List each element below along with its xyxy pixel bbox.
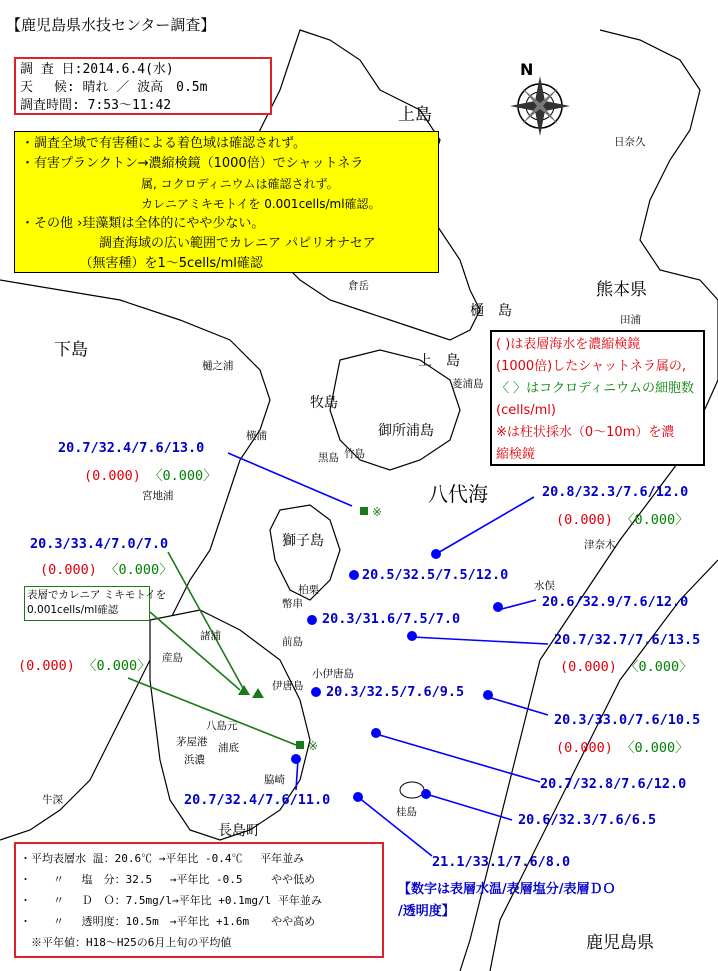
place-makishima: 牧島 [310,395,338,411]
station-counts-4 [556,508,689,528]
place-iburi: 伊唐島 [272,680,304,692]
chattonella-count: (0.000) [40,562,97,578]
survey-weather: 天 候: 晴れ ／ 波高 0.5m [20,80,208,95]
chattonella-count: (0.000) [18,658,75,674]
place-uejima: 上 島 [418,353,460,369]
station-label-4: 20.8/32.3/7.6/12.0 [542,484,689,500]
summary-box [14,131,439,273]
station-label-2: 20.3/33.4/7.0/7.0 [30,536,169,552]
place-koiura: 小伊唐島 [312,668,354,680]
station-label-13: 20.6/32.3/7.6/6.5 [518,812,657,828]
station-label-14: 21.1/33.1/7.6/8.0 [432,854,571,870]
page-title: 【鹿児島県水技センター調査】 [6,16,216,34]
coastline-katsurashima [400,782,424,798]
place-minamata: 水俣 [534,580,555,592]
station-label-5: 20.5/32.5/7.5/12.0 [362,567,509,583]
compass-north-label: N [520,60,534,79]
summary-line: ・その他 ›珪藻類は全体的にやや少ない。 [21,216,265,231]
station-dot [353,792,363,802]
place-hi: 樋 島 [470,303,512,319]
station-label-1: 20.7/32.4/7.6/13.0 [58,440,205,456]
legend-line: ※は柱状採水（0～10m）を濃 [496,425,675,440]
station-label-9: 20.3/32.5/7.6/9.5 [326,684,465,700]
survey-date: 調 査 日:2014.6.4(水) [20,62,174,77]
station-dot [421,789,431,799]
chattonella-count: (0.000) [560,659,617,675]
legend-line: (1000倍)したシャットネラ属の, [496,359,686,374]
cochlodinium-count: 〈0.000〉 [621,740,689,756]
station-label-12: 20.7/32.4/7.6/11.0 [184,792,331,808]
column-sample-marker-icon [296,741,304,749]
station-dot [483,690,493,700]
place-kumamoto: 熊本県 [596,280,647,300]
place-shimoshima: 下島 [54,340,88,360]
average-row: ・ 〃 透明度：10.5m →平年比 +1.6m やや高め [20,915,316,928]
station-counts-3 [18,654,151,674]
karenia-note-box [24,586,167,621]
place-hatsujima: 八島元 [206,720,238,732]
average-row: ・ 〃 Ｄ Ｏ：7.5mg/l→平年比 +0.1mg/l 平年並み [20,894,322,907]
summary-line: カレニアミキモトイを 0.001cells/ml確認。 [21,197,381,211]
values-note-line1: 【数字は表層水温/表層塩分/表層ＤＯ [398,882,616,897]
place-kayaminato: 茅屋港 [176,736,208,748]
station-counts-1 [84,464,217,484]
place-yokoura: 横浦 [246,430,267,442]
cochlodinium-count: 〈0.000〉 [83,658,151,674]
cochlodinium-count: 〈0.000〉 [621,512,689,528]
values-note-line2: /透明度】 [398,904,455,919]
summary-line: （無害種）を1～5cells/ml確認 [21,256,263,271]
svg-text:※: ※ [308,739,319,753]
place-urasoko: 浦底 [218,742,239,754]
place-wakitomari: 脇崎 [264,774,285,786]
legend-line: (cells/ml) [496,403,556,418]
place-sanjima: 産島 [162,652,183,664]
cochlodinium-count: 〈0.000〉 [625,659,693,675]
station-counts-8 [560,655,693,675]
legend-box [490,330,705,466]
summary-line: ・有害プランクトン→濃縮検鏡（1000倍）でシャットネラ [21,156,364,171]
place-miyajiura: 宮地浦 [142,490,174,502]
place-kaya: 柏栗 [298,584,319,596]
place-hamakoshi: 浜濃 [184,754,205,766]
column-sample-marker-icon [360,507,368,515]
summary-line: 調査海域の広い範囲でカレニア パピリオナセア [21,236,376,251]
place-tsunagi: 津奈木 [584,539,616,551]
place-kamishima: 上島 [398,105,432,125]
place-goshoura: 御所浦島 [378,423,434,439]
compass-rose-icon [510,76,570,136]
chattonella-count: (0.000) [84,468,141,484]
place-hikidomari: 幣串 [282,598,303,610]
chattonella-count: (0.000) [556,512,613,528]
summary-line: ・調査全域で有害種による着色域は確認されず。 [21,136,306,151]
place-kura: 倉岳 [348,280,369,292]
place-katsurashima: 桂島 [396,806,417,818]
station-label-7: 20.3/31.6/7.5/7.0 [322,611,461,627]
place-shoura: 諸浦 [200,630,221,642]
summary-line: 属, コクロディニウムは確認されず。 [21,177,339,191]
karenia-note-line: 0.001cells/ml確認 [27,604,119,616]
coastline-kumamoto [460,30,718,971]
legend-line: 〈 〉はコクロディニウムの細胞数 [496,381,694,396]
svg-text:※: ※ [372,505,383,519]
station-dot [493,602,503,612]
survey-time: 調査時間: 7:53～11:42 [20,98,172,113]
station-counts-10 [556,736,689,756]
station-label-8: 20.7/32.7/7.6/13.5 [554,632,701,648]
station-label-6: 20.6/32.9/7.6/12.0 [542,594,689,610]
place-nagashima: 長島町 [218,823,260,839]
station-dot [291,754,301,764]
legend-line: ( )は表層海水を濃縮検鏡 [496,337,641,352]
chattonella-count: (0.000) [556,740,613,756]
station-dot [407,631,417,641]
place-kuroshima: 黒島 [318,452,339,464]
station-label-11: 20.7/32.8/7.6/12.0 [540,776,687,792]
average-row: ・ 〃 塩 分：32.5 →平年比 -0.5 やや低め [20,873,316,886]
place-takeshima: 竹島 [344,448,365,460]
cochlodinium-count: 〈0.000〉 [105,562,173,578]
karenia-note-line: 表層でカレニア ミキモトイを [27,589,167,601]
station-dot [307,615,317,625]
place-hinagu: 日奈久 [614,136,646,148]
cochlodinium-count: 〈0.000〉 [149,468,217,484]
place-hishiura: 菱浦島 [452,378,484,390]
place-tokino: 樋之浦 [202,360,234,372]
place-kagoshima: 鹿児島県 [586,933,654,953]
station-dot [371,728,381,738]
place-tanoura: 田浦 [620,314,641,326]
station-dot [311,687,321,697]
average-row: ・平均表層水 温：20.6℃ →平年比 -0.4℃ 平年並み [20,852,305,865]
place-yatsushiro-sea: 八代海 [428,482,488,506]
place-shishijima: 獅子島 [282,533,324,549]
place-ushibuka: 牛深 [42,794,63,806]
station-dot [431,549,441,559]
average-note: ※平年値：H18～H25の6月上旬の平均値 [20,936,232,949]
station-dot [349,570,359,580]
place-maejima: 前島 [282,636,303,648]
averages-box [14,842,384,958]
survey-info-box [14,57,272,115]
station-counts-2 [40,558,173,578]
station-label-10: 20.3/33.0/7.6/10.5 [554,712,701,728]
legend-line: 縮検鏡 [496,447,536,462]
